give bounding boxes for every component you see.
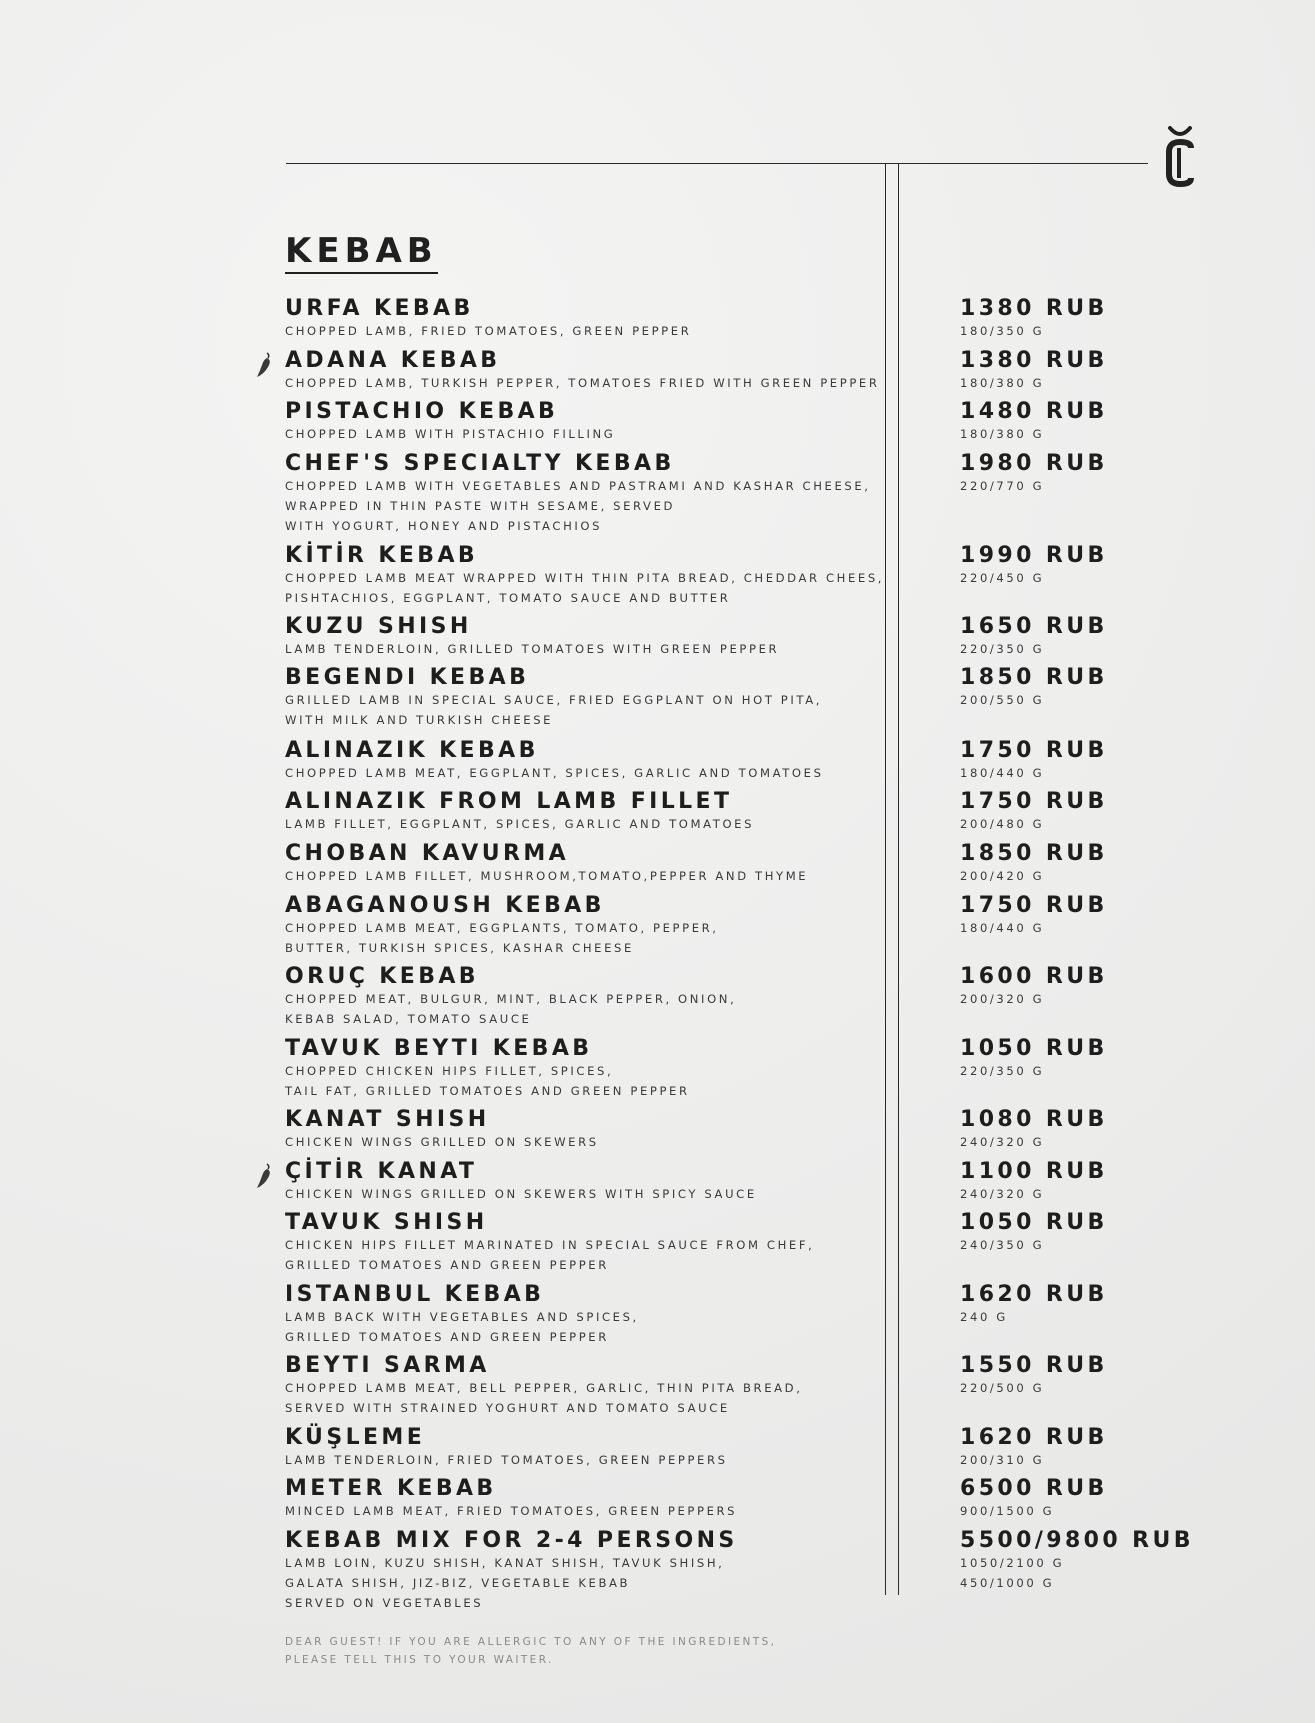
price-block [960,452,1108,496]
dish-weight: 220/770 G [960,479,1045,493]
dish-price: 1980 RUB [960,451,1108,476]
dish-weight: 220/350 G [960,642,1045,656]
dish-description: SERVED ON VEGETABLES [285,1596,484,1610]
price-block [960,842,1108,886]
dish-weight: 900/1500 G [960,1504,1055,1518]
menu-item [285,1354,905,1418]
price-block [960,615,1108,659]
dish-price: 5500/9800 RUB [960,1528,1194,1553]
dish-description: WRAPPED IN THIN PASTE WITH SESAME, SERVED [285,499,676,513]
dish-price: 1620 RUB [960,1282,1108,1307]
dish-description: GRILLED TOMATOES AND GREEN PEPPER [285,1330,609,1344]
dish-name: KANAT SHISH [285,1107,490,1132]
dish-description: CHICKEN HIPS FILLET MARINATED IN SPECIAL SAUCE FROM CHEF, [285,1238,815,1252]
dish-name: KUZU SHISH [285,614,472,639]
dish-weight: 220/350 G [960,1064,1045,1078]
dish-weight: 1050/2100 G [960,1556,1065,1570]
dish-weight: 450/1000 G [960,1576,1055,1590]
price-block [960,894,1108,938]
dish-name: ORUÇ KEBAB [285,964,479,989]
dish-description: CHOPPED LAMB MEAT, EGGPLANTS, TOMATO, PEPPER, [285,921,719,935]
brand-logo [1162,124,1198,188]
menu-item [285,544,905,608]
price-block [960,1211,1108,1255]
dish-name: TAVUK BEYTI KEBAB [285,1036,593,1061]
dish-description: BUTTER, TURKISH SPICES, KASHAR CHEESE [285,941,634,955]
dish-weight: 240/350 G [960,1238,1045,1252]
dish-description: CHOPPED LAMB, FRIED TOMATOES, GREEN PEPPER [285,324,692,338]
dish-price: 1750 RUB [960,893,1108,918]
dish-weight: 220/500 G [960,1381,1045,1395]
menu-item [285,739,905,783]
price-block [960,666,1108,710]
price-block [960,400,1108,444]
dish-name: URFA KEBAB [285,296,474,321]
allergy-note-line: PLEASE TELL THIS TO YOUR WAITER. [285,1654,554,1666]
dish-name: ISTANBUL KEBAB [285,1282,545,1307]
section-title: KEBAB [285,234,438,274]
dish-weight: 180/380 G [960,427,1045,441]
dish-name: ALINAZIK KEBAB [285,738,539,763]
price-block [960,544,1108,588]
dish-weight: 200/320 G [960,992,1045,1006]
dish-price: 6500 RUB [960,1476,1108,1501]
dish-description: WITH YOGURT, HONEY AND PISTACHIOS [285,519,603,533]
dish-description: CHOPPED LAMB FILLET, MUSHROOM,TOMATO,PEPPER AND THYME [285,869,809,883]
dish-weight: 180/440 G [960,921,1045,935]
menu-item [285,842,905,886]
price-block [960,739,1108,783]
dish-price: 1550 RUB [960,1353,1108,1378]
price-block [960,297,1108,341]
price-block [960,349,1108,393]
menu-item [285,790,905,834]
dish-weight: 180/440 G [960,766,1045,780]
dish-name: PISTACHIO KEBAB [285,399,559,424]
dish-description: MINCED LAMB MEAT, FRIED TOMATOES, GREEN PEPPERS [285,1504,738,1518]
dish-description: CHOPPED LAMB MEAT WRAPPED WITH THIN PITA BREAD, CHEDDAR CHEES, [285,571,885,585]
dish-weight: 180/350 G [960,324,1045,338]
allergy-note [285,1633,776,1669]
menu-item [285,1037,905,1101]
menu-item [285,1477,905,1521]
dish-weight: 220/450 G [960,571,1045,585]
menu-item [285,349,905,393]
price-block [960,1037,1108,1081]
dish-name: KİTİR KEBAB [285,543,479,568]
dish-description: CHICKEN WINGS GRILLED ON SKEWERS [285,1135,599,1149]
dish-description: CHICKEN WINGS GRILLED ON SKEWERS WITH SPICY SAUCE [285,1187,757,1201]
dish-price: 1750 RUB [960,738,1108,763]
dish-name: CHEF'S SPECIALTY KEBAB [285,451,675,476]
top-divider [286,163,1148,164]
dish-description: CHOPPED MEAT, BULGUR, MINT, BLACK PEPPER, ONION, [285,992,737,1006]
menu-item [285,297,905,341]
dish-weight: 200/480 G [960,817,1045,831]
price-block [960,1283,1108,1327]
dish-name: METER KEBAB [285,1476,497,1501]
dish-price: 1850 RUB [960,665,1108,690]
dish-description: LAMB LOIN, KUZU SHISH, KANAT SHISH, TAVUK SHISH, [285,1556,725,1570]
dish-description: LAMB TENDERLOIN, GRILLED TOMATOES WITH GREEN PEPPER [285,642,780,656]
menu-item [285,1529,905,1613]
price-block [960,1477,1108,1521]
menu-item [285,965,905,1029]
menu-item [285,1426,905,1470]
dish-description: CHOPPED LAMB, TURKISH PEPPER, TOMATOES FRIED WITH GREEN PEPPER [285,376,880,390]
dish-description: CHOPPED LAMB WITH VEGETABLES AND PASTRAMI AND KASHAR CHEESE, [285,479,871,493]
dish-weight: 200/310 G [960,1453,1045,1467]
dish-price: 1050 RUB [960,1036,1108,1061]
dish-price: 1620 RUB [960,1425,1108,1450]
dish-name: BEGENDI KEBAB [285,665,530,690]
price-block [960,1160,1108,1204]
dish-description: LAMB BACK WITH VEGETABLES AND SPICES, [285,1310,639,1324]
dish-price: 1100 RUB [960,1159,1108,1184]
menu-item [285,452,905,536]
menu-item [285,894,905,958]
dish-price: 1080 RUB [960,1107,1108,1132]
dish-name: BEYTI SARMA [285,1353,490,1378]
dish-name: CHOBAN KAVURMA [285,841,570,866]
dish-description: KEBAB SALAD, TOMATO SAUCE [285,1012,532,1026]
price-block [960,1426,1108,1470]
price-block [960,1529,1194,1593]
dish-price: 1050 RUB [960,1210,1108,1235]
dish-price: 1650 RUB [960,614,1108,639]
dish-description: GRILLED TOMATOES AND GREEN PEPPER [285,1258,609,1272]
dish-description: SERVED WITH STRAINED YOGHURT AND TOMATO SAUCE [285,1401,730,1415]
dish-description: PISHTACHIOS, EGGPLANT, TOMATO SAUCE AND BUTTER [285,591,731,605]
dish-description: CHOPPED LAMB MEAT, BELL PEPPER, GARLIC, THIN PITA BREAD, [285,1381,803,1395]
dish-price: 1380 RUB [960,348,1108,373]
dish-price: 1480 RUB [960,399,1108,424]
dish-weight: 180/380 G [960,376,1045,390]
menu-item [285,1160,905,1204]
chili-pepper-icon [254,1162,274,1190]
dish-name: KEBAB MIX FOR 2-4 PERSONS [285,1528,738,1553]
price-block [960,965,1108,1009]
allergy-note-line: DEAR GUEST! IF YOU ARE ALLERGIC TO ANY OF THE INGREDIENTS, [285,1636,777,1648]
menu-item [285,615,905,659]
dish-name: ÇİTİR KANAT [285,1159,478,1184]
dish-weight: 200/420 G [960,869,1045,883]
menu-item [285,400,905,444]
menu-item [285,1211,905,1275]
dish-description: CHOPPED LAMB WITH PISTACHIO FILLING [285,427,616,441]
dish-description: LAMB TENDERLOIN, FRIED TOMATOES, GREEN PEPPERS [285,1453,728,1467]
dish-weight: 240/320 G [960,1135,1045,1149]
menu-item [285,666,905,730]
dish-description: LAMB FILLET, EGGPLANT, SPICES, GARLIC AND TOMATOES [285,817,755,831]
dish-name: ADANA KEBAB [285,348,501,373]
price-block [960,790,1108,834]
dish-price: 1850 RUB [960,841,1108,866]
dish-description: TAIL FAT, GRILLED TOMATOES AND GREEN PEPPER [285,1084,690,1098]
dish-price: 1750 RUB [960,789,1108,814]
dish-name: KÜŞLEME [285,1425,426,1450]
dish-name: ABAGANOUSH KEBAB [285,893,605,918]
menu-item [285,1283,905,1347]
dish-description: WITH MILK AND TURKISH CHEESE [285,713,554,727]
dish-price: 1990 RUB [960,543,1108,568]
chili-pepper-icon [254,351,274,379]
dish-name: TAVUK SHISH [285,1210,488,1235]
dish-description: GALATA SHISH, JIZ-BIZ, VEGETABLE KEBAB [285,1576,631,1590]
menu-item [285,1108,905,1152]
brand-logo-mark [1162,124,1198,188]
dish-description: CHOPPED CHICKEN HIPS FILLET, SPICES, [285,1064,614,1078]
price-block [960,1108,1108,1152]
price-block [960,1354,1108,1398]
dish-name: ALINAZIK FROM LAMB FILLET [285,789,733,814]
dish-price: 1380 RUB [960,296,1108,321]
dish-description: CHOPPED LAMB MEAT, EGGPLANT, SPICES, GARLIC AND TOMATOES [285,766,824,780]
dish-description: GRILLED LAMB IN SPECIAL SAUCE, FRIED EGGPLANT ON HOT PITA, [285,693,823,707]
dish-weight: 200/550 G [960,693,1045,707]
dish-weight: 240/320 G [960,1187,1045,1201]
dish-weight: 240 G [960,1310,1008,1324]
dish-price: 1600 RUB [960,964,1108,989]
